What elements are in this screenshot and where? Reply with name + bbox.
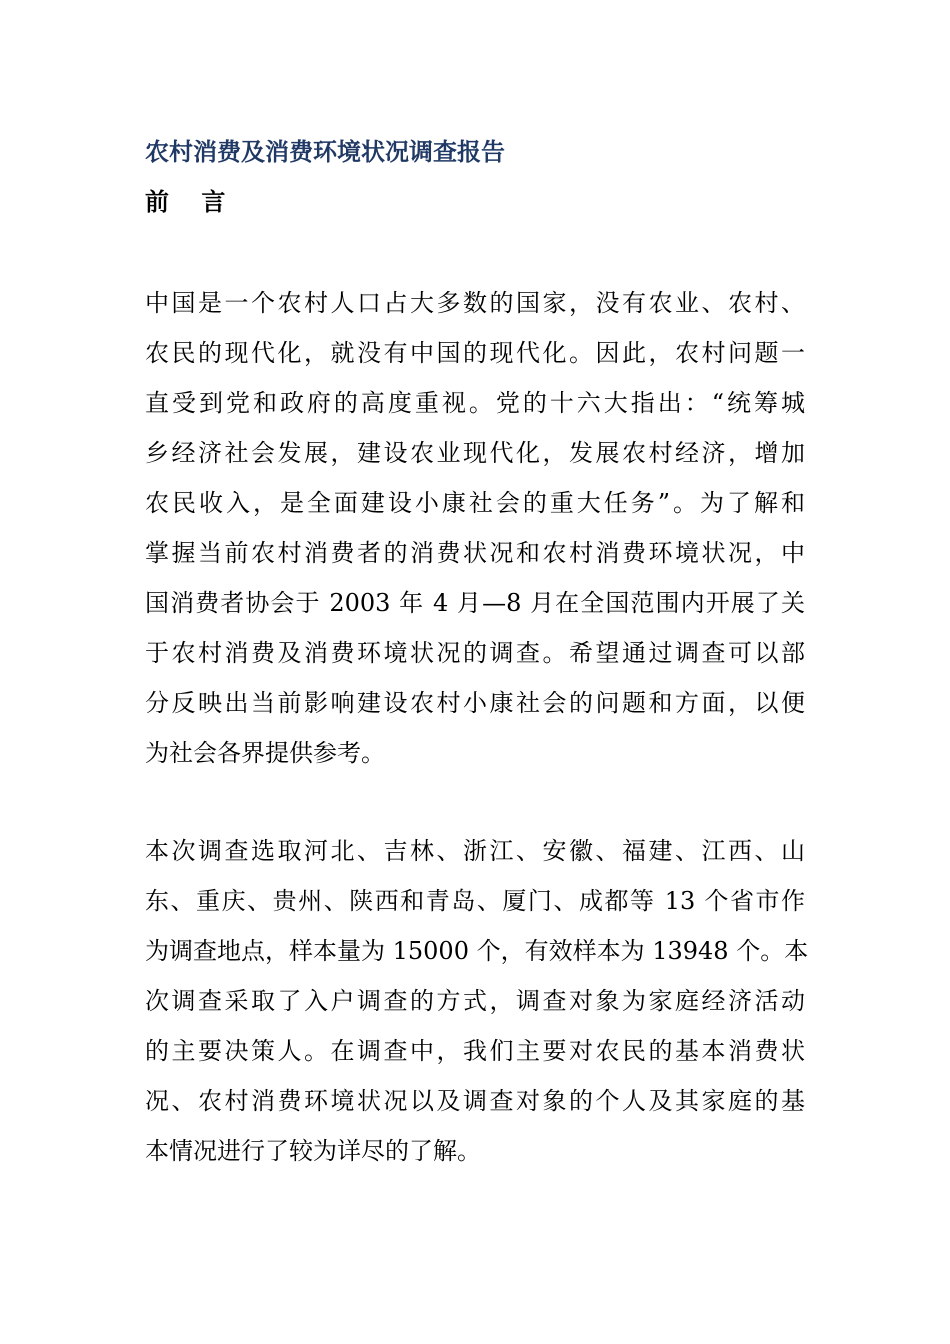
paragraph-line: 本情况进行了较为详尽的了解。 [145,1137,481,1165]
paragraph-line: 国消费者协会于 2003 年 4 月—8 月在全国范围内开展了关 [145,589,805,617]
paragraph-line: 分反映出当前影响建设农村小康社会的问题和方面，以便 [145,689,805,717]
paragraph-line: 中国是一个农村人口占大多数的国家，没有农业、农村、 [145,289,805,317]
paragraph-line: 掌握当前农村消费者的消费状况和农村消费环境状况，中 [145,539,805,567]
paragraph-line: 次调查采取了入户调查的方式，调查对象为家庭经济活动 [145,987,805,1015]
paragraph-line: 农民收入，是全面建设小康社会的重大任务”。为了解和 [145,489,805,517]
paragraph-line: 的主要决策人。在调查中，我们主要对农民的基本消费状 [145,1037,805,1065]
paragraph-introduction [145,278,805,778]
paragraph-line: 为调查地点，样本量为 15000 个，有效样本为 13948 个。本 [145,937,809,965]
report-title: 农村消费及消费环境状况调查报告 [145,137,505,166]
section-heading-preface: 前 言 [145,187,238,216]
paragraph-line: 于农村消费及消费环境状况的调查。希望通过调查可以部 [145,639,805,667]
paragraph-line: 本次调查选取河北、吉林、浙江、安徽、福建、江西、山 [145,837,805,865]
paragraph-line: 乡经济社会发展，建设农业现代化，发展农村经济，增加 [145,439,805,467]
paragraph-line: 况、农村消费环境状况以及调查对象的个人及其家庭的基 [145,1087,805,1115]
paragraph-line: 东、重庆、贵州、陕西和青岛、厦门、成都等 13 个省市作 [145,887,805,915]
paragraph-line: 为社会各界提供参考。 [145,739,385,767]
paragraph-line: 直受到党和政府的高度重视。党的十六大指出：“统筹城 [145,389,805,417]
paragraph-line: 农民的现代化，就没有中国的现代化。因此，农村问题一 [145,339,805,367]
paragraph-survey-method [145,826,809,1176]
